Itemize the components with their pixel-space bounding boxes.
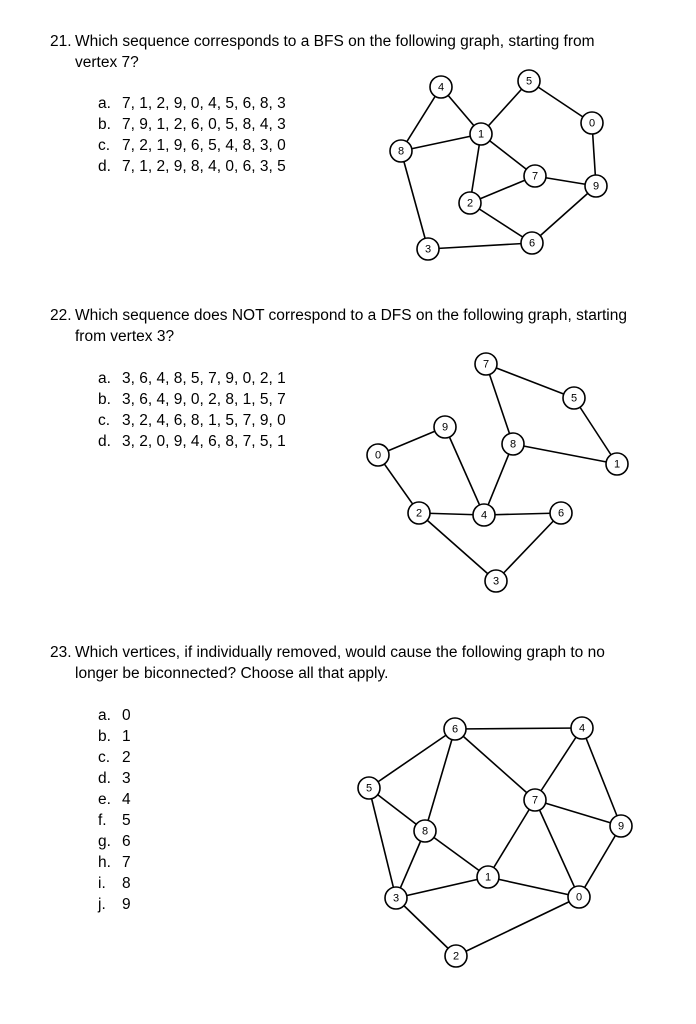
option-text: 2 (122, 749, 131, 766)
vertex-label: 2 (415, 507, 423, 520)
option-label: d. (98, 158, 111, 175)
option-text: 7 (122, 854, 131, 871)
graph-edge-3-2 (396, 898, 456, 956)
graph-edge-9-0 (579, 826, 621, 897)
option-label: b. (98, 391, 111, 408)
graph-vertex-6 (444, 718, 466, 740)
graph-edge-6-5 (369, 729, 455, 788)
option-label: c. (98, 412, 111, 429)
graph-edge-7-9 (535, 800, 621, 826)
vertex-label: 4 (578, 722, 586, 735)
graph-edge-4-9 (582, 728, 621, 826)
vertex-label: 8 (421, 825, 429, 838)
graph-vertex-1 (477, 866, 499, 888)
option-text: 7, 1, 2, 9, 0, 4, 5, 6, 8, 3 (122, 95, 286, 112)
option-label: g. (98, 833, 111, 850)
option-text: 7, 2, 1, 9, 6, 5, 4, 8, 3, 0 (122, 137, 286, 154)
graph-vertex-0 (568, 886, 590, 908)
option-label: b. (98, 728, 111, 745)
option-text: 1 (122, 728, 131, 745)
graph-vertex-5 (358, 777, 380, 799)
vertex-label: 9 (441, 421, 449, 434)
graph-edge-2-0 (456, 897, 579, 956)
question-text: Which sequence corresponds to a BFS on the following graph, starting from vertex 7? (75, 33, 595, 71)
option-text: 3, 6, 4, 9, 0, 2, 8, 1, 5, 7 (122, 391, 286, 408)
option-text: 0 (122, 707, 131, 724)
graph-edge-1-3 (396, 877, 488, 898)
option-label: c. (98, 749, 111, 766)
question-text: Which vertices, if individually removed, would cause the following graph to no longer be biconnected? Choose all that apply. (75, 644, 605, 682)
vertex-label: 4 (480, 509, 488, 522)
option-label: b. (98, 116, 111, 133)
graph-vertex-8 (414, 820, 436, 842)
vertex-label: 9 (617, 820, 625, 833)
vertex-label: 8 (397, 145, 405, 158)
graph-vertex-3 (385, 887, 407, 909)
vertex-label: 0 (374, 449, 382, 462)
question-number: 23. (50, 644, 72, 661)
option-text: 9 (122, 896, 131, 913)
option-label: e. (98, 791, 111, 808)
graph-vertex-2 (445, 945, 467, 967)
option-label: d. (98, 433, 111, 450)
option-label: f. (98, 812, 107, 829)
vertex-label: 1 (484, 871, 492, 884)
graph-edge-5-3 (369, 788, 396, 898)
option-text: 5 (122, 812, 131, 829)
option-text: 3, 2, 4, 6, 8, 1, 5, 7, 9, 0 (122, 412, 286, 429)
option-text: 3 (122, 770, 131, 787)
vertex-label: 9 (592, 180, 600, 193)
option-text: 7, 1, 2, 9, 8, 4, 0, 6, 3, 5 (122, 158, 286, 175)
vertex-label: 6 (451, 723, 459, 736)
option-text: 3, 6, 4, 8, 5, 7, 9, 0, 2, 1 (122, 370, 286, 387)
vertex-label: 6 (557, 507, 565, 520)
option-text: 7, 9, 1, 2, 6, 0, 5, 8, 4, 3 (122, 116, 286, 133)
graph-vertex-9 (610, 815, 632, 837)
graph-edge-6-4 (455, 728, 582, 729)
option-label: a. (98, 707, 111, 724)
option-text: 4 (122, 791, 131, 808)
vertex-label: 2 (466, 197, 474, 210)
graph-edge-6-8 (425, 729, 455, 831)
question-number: 21. (50, 33, 72, 50)
option-label: h. (98, 854, 111, 871)
vertex-label: 3 (424, 243, 432, 256)
vertex-label: 5 (570, 392, 578, 405)
graph-vertex-4 (571, 717, 593, 739)
option-label: i. (98, 875, 106, 892)
vertex-label: 4 (437, 81, 445, 94)
option-text: 8 (122, 875, 131, 892)
graph-vertex-7 (524, 789, 546, 811)
option-text: 3, 2, 0, 9, 4, 6, 8, 7, 5, 1 (122, 433, 286, 450)
graph-edge-7-0 (535, 800, 579, 897)
vertex-label: 5 (525, 75, 533, 88)
graph-edge-1-0 (488, 877, 579, 897)
option-label: a. (98, 95, 111, 112)
vertex-label: 1 (477, 128, 485, 141)
vertex-label: 7 (482, 358, 490, 371)
vertex-label: 7 (531, 170, 539, 183)
vertex-label: 0 (588, 117, 596, 130)
vertex-label: 7 (531, 794, 539, 807)
vertex-label: 8 (509, 438, 517, 451)
option-text: 6 (122, 833, 131, 850)
vertex-label: 0 (575, 891, 583, 904)
option-label: d. (98, 770, 111, 787)
vertex-label: 3 (392, 892, 400, 905)
graph-edge-4-7 (535, 728, 582, 800)
option-label: j. (98, 896, 106, 913)
vertex-label: 1 (613, 458, 621, 471)
question-number: 22. (50, 307, 72, 324)
option-label: c. (98, 137, 111, 154)
vertex-label: 6 (528, 237, 536, 250)
graph-edge-6-7 (455, 729, 535, 800)
vertex-label: 5 (365, 782, 373, 795)
option-label: a. (98, 370, 111, 387)
graph-edge-7-1 (488, 800, 535, 877)
vertex-label: 2 (452, 950, 460, 963)
question-text: Which sequence does NOT correspond to a DFS on the following graph, starting from vertex 3? (75, 307, 627, 345)
vertex-label: 3 (492, 575, 500, 588)
